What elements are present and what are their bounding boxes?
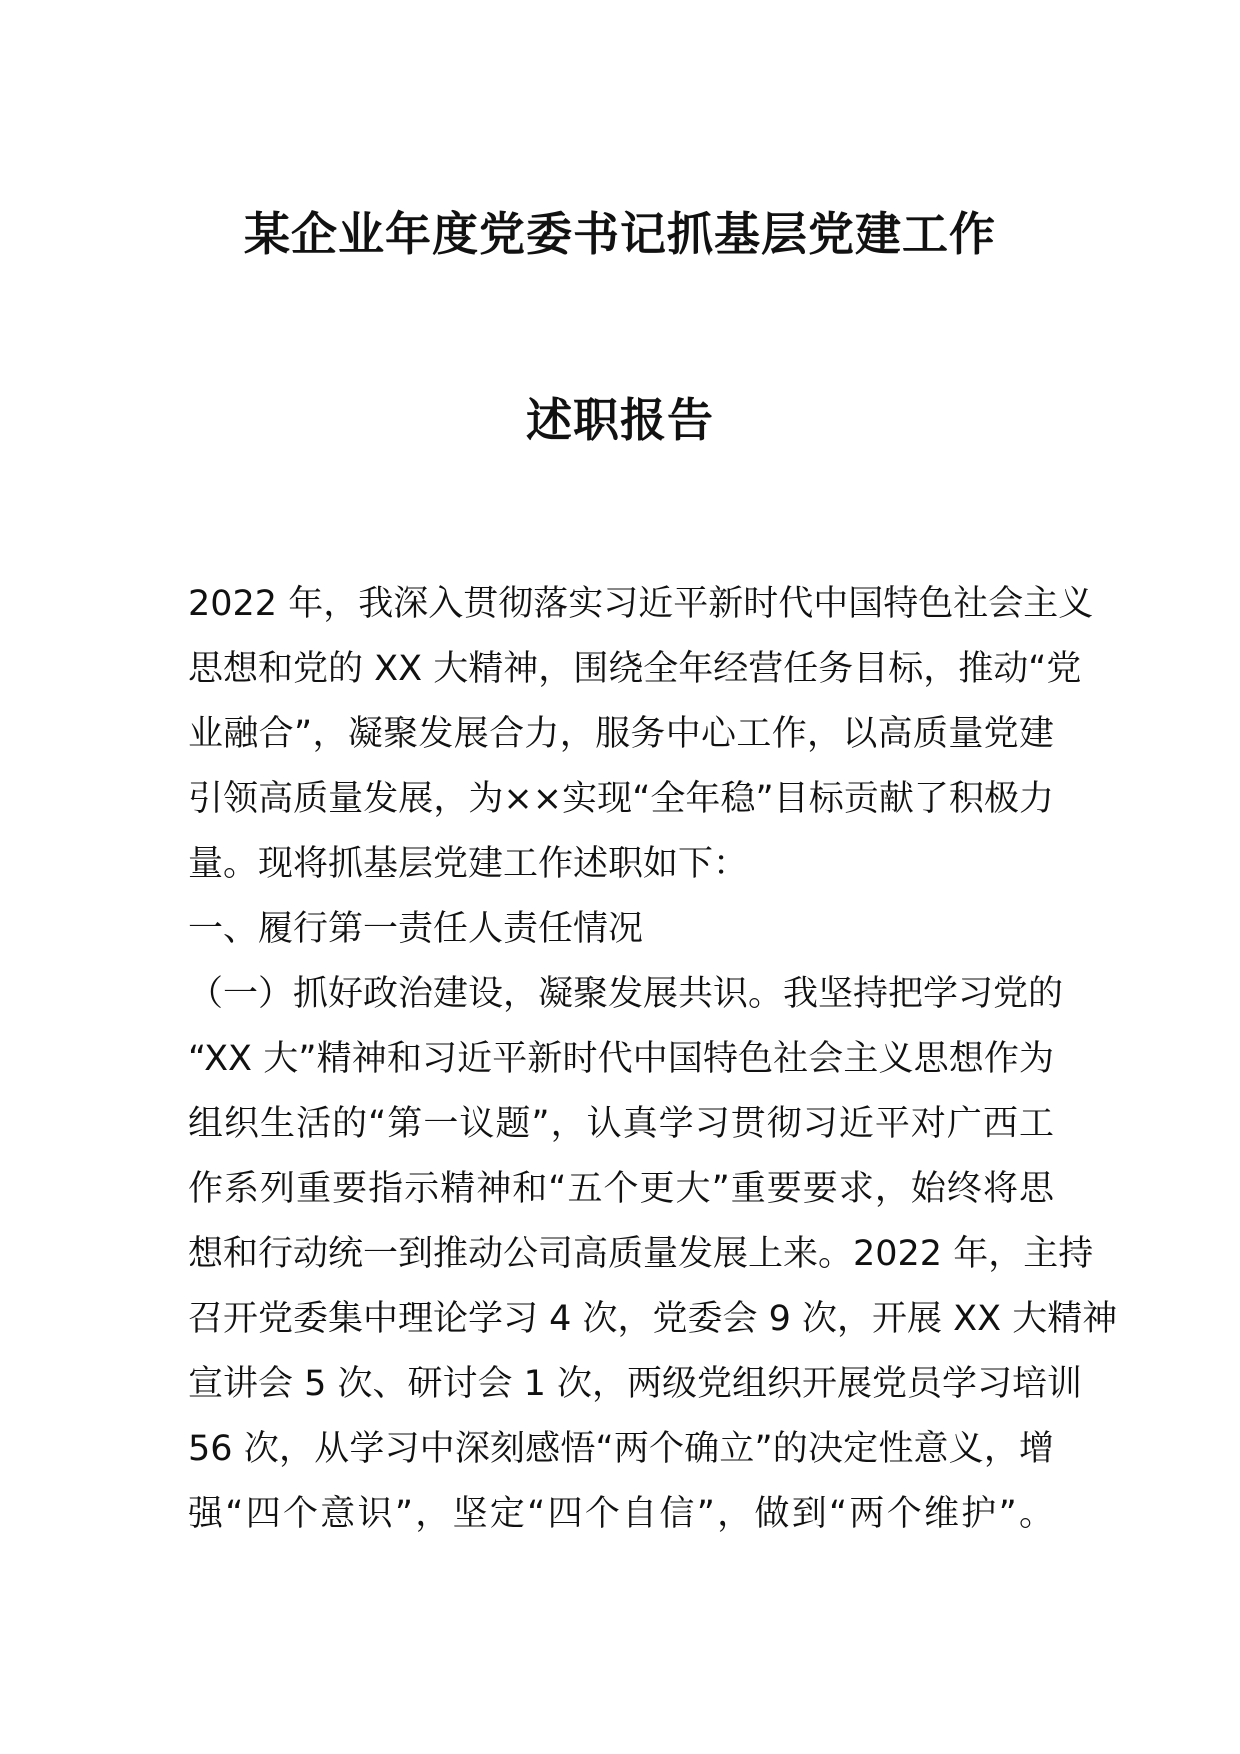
body-line: 强“四个意识”，坚定“四个自信”，做到“两个维护”。 <box>188 1494 1054 1534</box>
body-line: 想和行动统一到推动公司高质量发展上来。2022 年，主持 <box>188 1234 1094 1274</box>
body-line: 量。现将抓基层党建工作述职如下： <box>188 844 749 884</box>
body-line: “XX 大”精神和习近平新时代中国特色社会主义思想作为 <box>188 1039 1054 1079</box>
body-line: 2022 年，我深入贯彻落实习近平新时代中国特色社会主义 <box>188 584 1094 624</box>
body-line: 引领高质量发展，为××实现“全年稳”目标贡献了积极力 <box>188 779 1054 819</box>
document-body <box>188 572 1118 1547</box>
body-line: 宣讲会 5 次、研讨会 1 次，两级党组织开展党员学习培训 <box>188 1364 1083 1404</box>
body-line: 思想和党的 XX 大精神，围绕全年经营任务目标，推动“党 <box>188 649 1082 689</box>
body-line: （一）抓好政治建设，凝聚发展共识。我坚持把学习党的 <box>188 974 1064 1014</box>
body-line: 业融合”，凝聚发展合力，服务中心工作，以高质量党建 <box>188 714 1054 754</box>
section-heading: 一、履行第一责任人责任情况 <box>188 909 644 949</box>
body-line: 56 次，从学习中深刻感悟“两个确立”的决定性意义，增 <box>188 1429 1054 1469</box>
document-title-line-1: 某企业年度党委书记抓基层党建工作 <box>244 207 996 261</box>
document-title-line-2: 述职报告 <box>526 393 714 447</box>
body-line: 召开党委集中理论学习 4 次，党委会 9 次，开展 XX 大精神 <box>188 1299 1118 1339</box>
body-line: 作系列重要指示精神和“五个更大”重要要求，始终将思 <box>188 1169 1054 1209</box>
body-line: 组织生活的“第一议题”，认真学习贯彻习近平对广西工 <box>188 1104 1054 1144</box>
